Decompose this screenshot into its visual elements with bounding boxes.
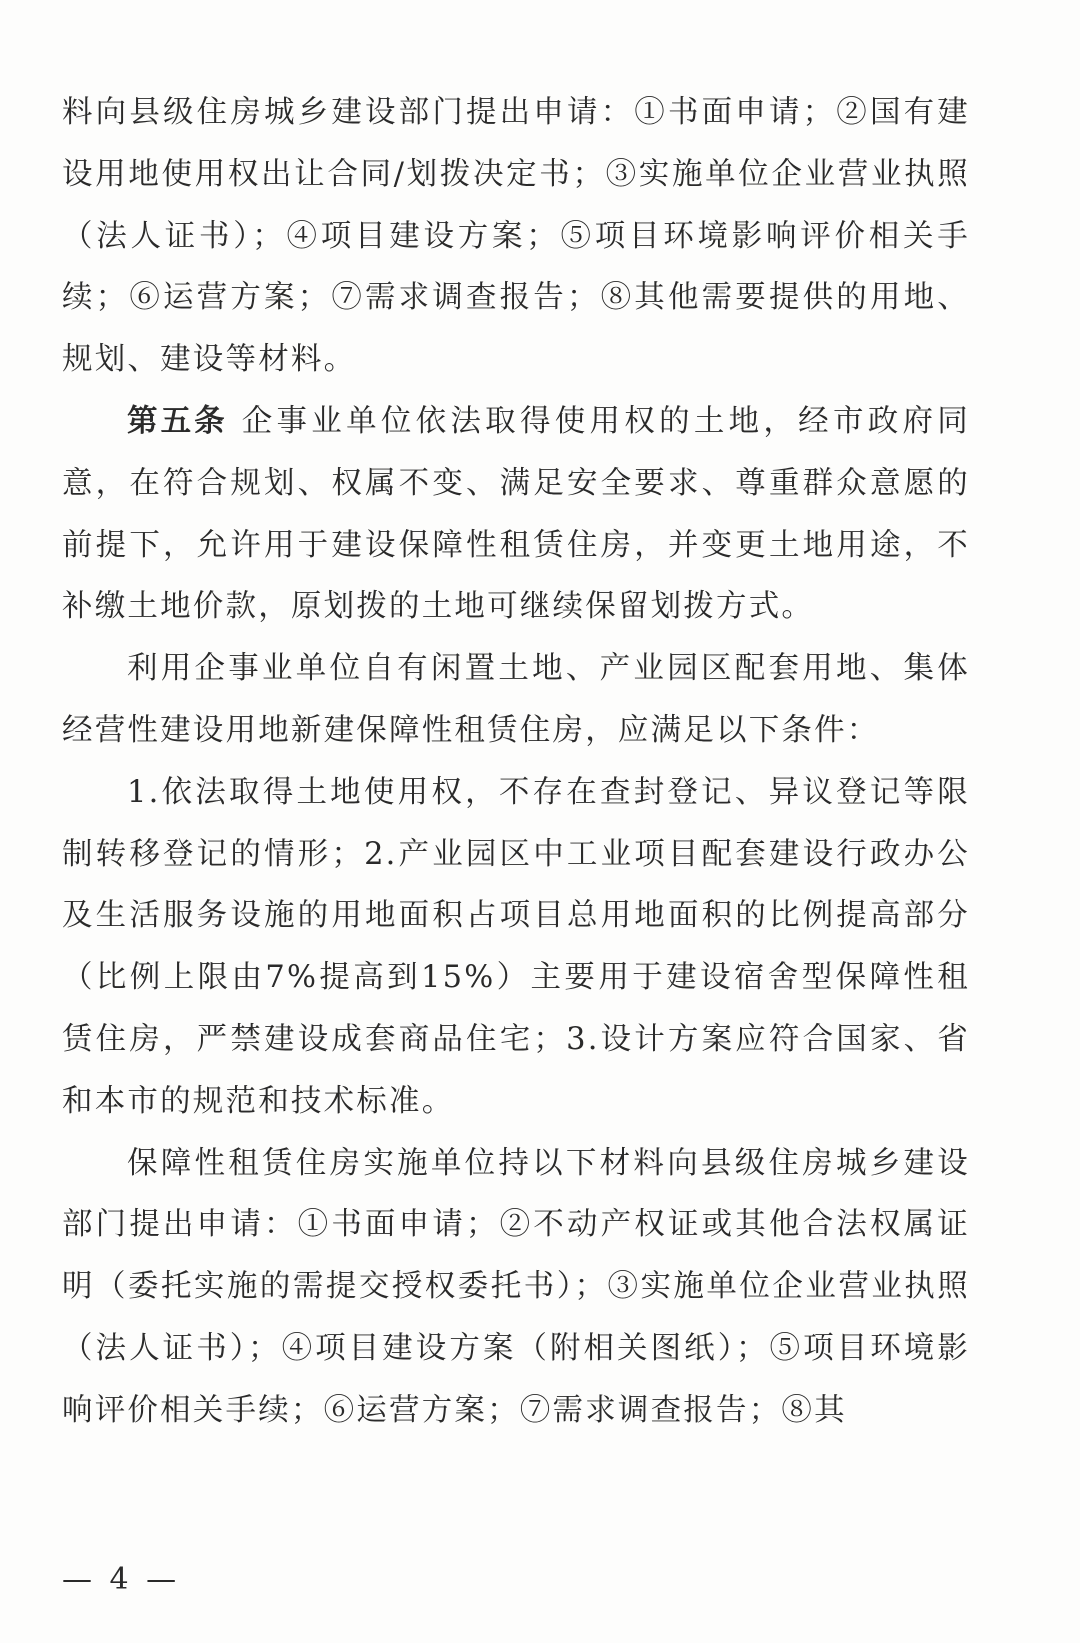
article-label: 第五条 xyxy=(127,403,228,439)
paragraph-conditions-intro xyxy=(62,638,970,762)
document-body xyxy=(62,82,970,1442)
paragraph-text: 保障性租赁住房实施单位持以下材料向县级住房城乡建设部门提出申请：①书面申请；②不动产权证或其他合法权属证明（委托实施的需提交授权委托书）；③实施单位企业营业执照（法人证书）；④项目建设方案（附相关图纸）；⑤项目环境影响评价相关手续；⑥运营方案；⑦需求调查报告；⑧其 xyxy=(62,1145,970,1428)
paragraph-text: 利用企事业单位自有闲置土地、产业园区配套用地、集体经营性建设用地新建保障性租赁住房，应满足以下条件： xyxy=(62,651,970,748)
paragraph-conditions-list xyxy=(62,762,970,1133)
paragraph-application-materials xyxy=(62,1133,970,1442)
paragraph-text: 企事业单位依法取得使用权的土地，经市政府同意，在符合规划、权属不变、满足安全要求、尊重群众意愿的前提下，允许用于建设保障性租赁住房，并变更土地用途，不补缴土地价款，原划拨的土地可继续保留划拨方式。 xyxy=(62,403,970,625)
paragraph-article-five xyxy=(62,391,970,638)
page-number: — 4 — xyxy=(62,1562,181,1597)
paragraph-application-materials-continued xyxy=(62,82,970,391)
paragraph-text: 料向县级住房城乡建设部门提出申请：①书面申请；②国有建设用地使用权出让合同/划拨决定书；③实施单位企业营业执照（法人证书）；④项目建设方案；⑤项目环境影响评价相关手续；⑥运营方案；⑦需求调查报告；⑧其他需要提供的用地、规划、建设等材料。 xyxy=(62,95,970,378)
paragraph-text: 1.依法取得土地使用权，不存在查封登记、异议登记等限制转移登记的情形；2.产业园区中工业项目配套建设行政办公及生活服务设施的用地面积占项目总用地面积的比例提高部分（比例上限由7%提高到15%）主要用于建设宿舍型保障性租赁住房，严禁建设成套商品住宅；3.设计方案应符合国家、省和本市的规范和技术标准。 xyxy=(62,774,970,1119)
